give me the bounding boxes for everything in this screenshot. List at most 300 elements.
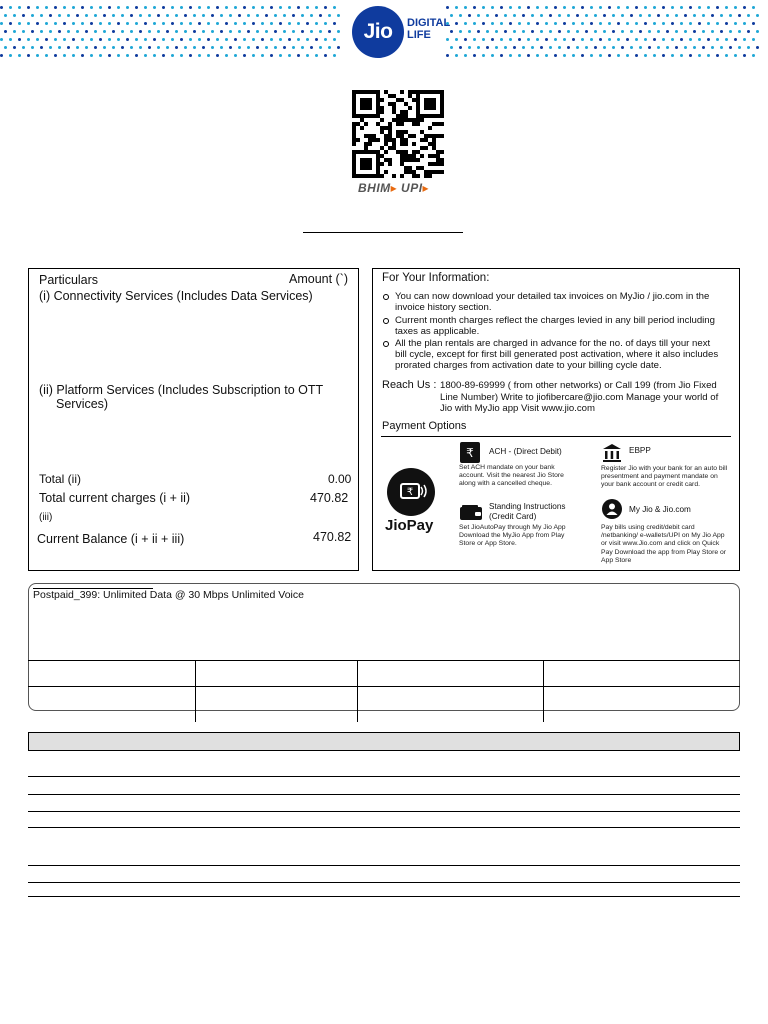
header-dot [725, 38, 728, 41]
header-dot [459, 14, 462, 17]
header-dot [54, 54, 57, 57]
qr-module [380, 98, 384, 102]
header-dot [585, 14, 588, 17]
header-dot [211, 46, 214, 49]
bank-icon [602, 443, 622, 463]
reach-us-line: 1800-89-69999 ( from other networks) or Call 199 (from Jio Fixed [440, 380, 717, 391]
header-dot [581, 6, 584, 9]
details-table-header [28, 732, 740, 751]
header-dot-row [4, 46, 346, 52]
header-dot [90, 38, 93, 41]
header-dot [689, 6, 692, 9]
header-dot [337, 14, 340, 17]
header-dot [527, 22, 530, 25]
header-dot [162, 54, 165, 57]
header-dot [747, 46, 750, 49]
header-dot [752, 38, 755, 41]
header-dot [720, 30, 723, 33]
header-dot [58, 46, 61, 49]
qr-module [352, 134, 356, 138]
header-dot [153, 38, 156, 41]
header-dot [576, 14, 579, 17]
header-dot [162, 22, 165, 25]
qr-module [408, 154, 412, 158]
qr-finder-core [360, 158, 372, 170]
qr-module [380, 154, 384, 158]
qr-module [356, 122, 360, 126]
header-dot [207, 22, 210, 25]
header-dot [689, 54, 692, 57]
header-dot [216, 22, 219, 25]
platform-services-label-line2: Services) [56, 397, 109, 411]
header-dot [315, 22, 318, 25]
header-dot [166, 30, 169, 33]
information-box [372, 268, 740, 571]
payment-options-divider [381, 436, 731, 437]
header-dot [148, 30, 151, 33]
header-dot [288, 6, 291, 9]
header-dot [193, 30, 196, 33]
header-dot [229, 46, 232, 49]
header-dot-row [0, 22, 342, 28]
header-dot [648, 46, 651, 49]
qr-module [432, 162, 436, 166]
header-dot [157, 46, 160, 49]
jio-logo [352, 6, 404, 58]
myjio-desc-line: App Store [601, 556, 632, 564]
header-dot [716, 22, 719, 25]
header-dot [518, 38, 521, 41]
header-dot [193, 46, 196, 49]
qr-module [424, 146, 428, 150]
header-dot [36, 38, 39, 41]
header-dot [112, 14, 115, 17]
ebpp-desc-line: your bank account or credit card. [601, 481, 700, 489]
header-dot [166, 46, 169, 49]
header-dot [153, 54, 156, 57]
header-dot [671, 38, 674, 41]
qr-module [388, 134, 392, 138]
header-dot [743, 54, 746, 57]
qr-module [372, 138, 376, 142]
header-dot [558, 46, 561, 49]
header-dot [103, 46, 106, 49]
header-dot [693, 30, 696, 33]
header-dot [76, 14, 79, 17]
bhim-upi-logo [358, 181, 429, 195]
upi-text: UPI [401, 181, 423, 195]
header-dot [328, 14, 331, 17]
header-dot [581, 54, 584, 57]
header-dot [225, 22, 228, 25]
header-dot [693, 14, 696, 17]
header-dot [716, 6, 719, 9]
header-dot [612, 30, 615, 33]
header-dot [599, 22, 602, 25]
header-dot [509, 6, 512, 9]
header-dot [495, 14, 498, 17]
header-dot [536, 54, 539, 57]
header-dot [72, 22, 75, 25]
header-dot [464, 38, 467, 41]
header-dot [468, 46, 471, 49]
header-dot [455, 22, 458, 25]
header-dot [202, 46, 205, 49]
qr-module [400, 174, 404, 178]
header-dot [265, 46, 268, 49]
header-dot [117, 22, 120, 25]
qr-module [380, 162, 384, 166]
qr-module [392, 138, 396, 142]
qr-module [384, 142, 388, 146]
header-dot [265, 14, 268, 17]
ach-description [459, 464, 564, 489]
header-dot [13, 30, 16, 33]
qr-module [372, 134, 376, 138]
header-dot [567, 14, 570, 17]
header-dot [482, 38, 485, 41]
header-dot [603, 14, 606, 17]
header-dot [130, 46, 133, 49]
qr-module [380, 110, 384, 114]
header-dot [306, 54, 309, 57]
header-dot [202, 14, 205, 17]
header-dot [175, 46, 178, 49]
header-dot [635, 6, 638, 9]
info-bullet-line: Current month charges reflect the charges levied in any bill period including [395, 315, 715, 326]
myjio-desc-line: /netbanking/ e-wallets/UPI on My Jio App [601, 532, 725, 540]
header-dot-row [446, 22, 764, 28]
qr-module [384, 170, 388, 174]
header-dot [0, 54, 3, 57]
header-dot [315, 6, 318, 9]
qr-module [364, 134, 368, 138]
myjio-title: My Jio & Jio.com [629, 505, 691, 514]
qr-module [428, 126, 432, 130]
header-dot [283, 30, 286, 33]
header-dot [225, 54, 228, 57]
header-dot [581, 38, 584, 41]
header-dot [58, 30, 61, 33]
header-dot [63, 54, 66, 57]
qr-module [400, 162, 404, 166]
header-dot [238, 30, 241, 33]
header-dot [270, 22, 273, 25]
header-dot [175, 14, 178, 17]
header-dot [310, 30, 313, 33]
header-dot [707, 6, 710, 9]
header-dot [108, 22, 111, 25]
bhim-text: BHIM [358, 181, 391, 195]
header-dot [495, 30, 498, 33]
header-dot [292, 30, 295, 33]
header-dot [238, 14, 241, 17]
qr-module [436, 170, 440, 174]
header-dot [671, 6, 674, 9]
qr-module [412, 150, 416, 154]
amount-header: Amount (`) [289, 272, 349, 286]
header-dot [567, 30, 570, 33]
header-dot [540, 30, 543, 33]
header-dot [297, 38, 300, 41]
header-dot [680, 22, 683, 25]
qr-module [404, 102, 408, 106]
header-dot [590, 6, 593, 9]
header-dot [31, 46, 34, 49]
qr-module [388, 122, 392, 126]
header-dot [306, 6, 309, 9]
header-dot [189, 6, 192, 9]
qr-module [388, 126, 392, 130]
header-dot [126, 38, 129, 41]
header-dot [252, 6, 255, 9]
header-dot [612, 14, 615, 17]
qr-module [396, 134, 400, 138]
header-dot [315, 38, 318, 41]
header-dot [716, 38, 719, 41]
header-dot [18, 22, 21, 25]
qr-module [400, 118, 404, 122]
plan-table-column-divider [195, 660, 196, 722]
header-dot [689, 22, 692, 25]
header-dot [297, 54, 300, 57]
header-dot [644, 54, 647, 57]
qr-module [360, 126, 364, 130]
qr-module [352, 142, 356, 146]
qr-module [404, 130, 408, 134]
header-dot [495, 46, 498, 49]
header-dot [455, 6, 458, 9]
header-dot [36, 54, 39, 57]
header-dot [135, 38, 138, 41]
header-dot [756, 14, 759, 17]
plan-table-rule [28, 686, 740, 687]
qr-module [440, 162, 444, 166]
header-dot [252, 54, 255, 57]
header-dot [608, 54, 611, 57]
qr-module [352, 138, 356, 142]
qr-module [436, 154, 440, 158]
upi-arrow: ▸ [422, 181, 430, 195]
header-dot [4, 14, 7, 17]
header-dot [306, 22, 309, 25]
qr-module [400, 130, 404, 134]
plan-details-box [28, 583, 740, 711]
header-dot [261, 6, 264, 9]
header-dot [103, 14, 106, 17]
header-dot [549, 30, 552, 33]
header-dot [85, 14, 88, 17]
header-dot [81, 54, 84, 57]
header-dot [288, 54, 291, 57]
qr-module [368, 138, 372, 142]
details-table-rule [28, 896, 740, 897]
header-dot [153, 22, 156, 25]
header-dot [31, 30, 34, 33]
qr-module [384, 126, 388, 130]
header-dot [315, 54, 318, 57]
header-dot [486, 46, 489, 49]
header-dot [40, 46, 43, 49]
header-dot [108, 6, 111, 9]
qr-module [412, 118, 416, 122]
header-dot [639, 30, 642, 33]
header-dot [27, 6, 30, 9]
header-dot [247, 14, 250, 17]
header-dot [743, 6, 746, 9]
header-dot [554, 38, 557, 41]
header-dot [175, 30, 178, 33]
header-dot [67, 14, 70, 17]
qr-module [420, 146, 424, 150]
qr-module [436, 134, 440, 138]
header-dot [657, 46, 660, 49]
info-bullet-line: All the plan rentals are charged in advance for the no. of days till your next [395, 338, 711, 349]
header-dot [171, 54, 174, 57]
header-dot [594, 46, 597, 49]
header-dot [238, 46, 241, 49]
details-table-rule [28, 882, 740, 883]
qr-module [404, 170, 408, 174]
qr-module [392, 118, 396, 122]
header-dot [617, 6, 620, 9]
header-dot [324, 38, 327, 41]
qr-module [388, 162, 392, 166]
header-dot [729, 46, 732, 49]
header-dot [0, 22, 3, 25]
header-dot [234, 54, 237, 57]
qr-module [400, 142, 404, 146]
header-dot [599, 6, 602, 9]
header-dot [279, 22, 282, 25]
header-dot [734, 6, 737, 9]
header-dot [135, 6, 138, 9]
header-dot [189, 54, 192, 57]
header-dot [243, 6, 246, 9]
header-dot [482, 54, 485, 57]
header-dot [635, 38, 638, 41]
item-iii-label: (iii) [39, 512, 53, 523]
header-dot [590, 22, 593, 25]
header-dot [337, 30, 340, 33]
header-dot [491, 54, 494, 57]
header-dot [81, 38, 84, 41]
header-dot [590, 54, 593, 57]
info-bullet [383, 291, 709, 313]
qr-module [416, 150, 420, 154]
header-dot [473, 38, 476, 41]
header-dot [283, 46, 286, 49]
header-dot [171, 22, 174, 25]
standing-title-line: Standing Instructions [489, 502, 566, 511]
qr-module [420, 154, 424, 158]
header-dot [617, 54, 620, 57]
reach-us-line: Line Number) Write to jiofibercare@jio.com Manage your world of [440, 391, 719, 403]
header-dot-row [0, 38, 342, 44]
header-dot [180, 22, 183, 25]
header-dot [117, 38, 120, 41]
ebpp-description [601, 465, 727, 490]
details-table-rule [28, 827, 740, 828]
plan-table-rule [28, 660, 740, 661]
header-dot [509, 38, 512, 41]
header-dot [81, 6, 84, 9]
header-dot [716, 54, 719, 57]
charges-summary-box [28, 268, 359, 571]
header-dot [617, 22, 620, 25]
qr-module [400, 154, 404, 158]
total-current-charges-label: Total current charges (i + ii) [39, 491, 191, 505]
header-dot [671, 54, 674, 57]
qr-finder-core [360, 98, 372, 110]
info-bullet-line: prorated charges from activation date to your billing cycle date. [395, 360, 662, 371]
digital-life-tagline [407, 17, 450, 41]
header-dot [635, 54, 638, 57]
qr-module [420, 138, 424, 142]
header-dot [545, 54, 548, 57]
header-dot [500, 6, 503, 9]
qr-module [436, 158, 440, 162]
header-dot [720, 46, 723, 49]
header-dot [180, 54, 183, 57]
qr-module [400, 98, 404, 102]
qr-module [412, 170, 416, 174]
header-dot [684, 46, 687, 49]
header-dot [40, 14, 43, 17]
header-dot [193, 14, 196, 17]
total-ii-label: Total (ii) [39, 472, 82, 486]
payment-qr-code [352, 90, 444, 178]
header-dot [536, 38, 539, 41]
header-dot [468, 14, 471, 17]
header-dot [252, 38, 255, 41]
header-dot [337, 46, 340, 49]
header-dot [522, 46, 525, 49]
header-dot [477, 30, 480, 33]
qr-module [396, 130, 400, 134]
header-dot [216, 6, 219, 9]
header-dot [49, 14, 52, 17]
qr-module [352, 122, 356, 126]
header-dot [527, 6, 530, 9]
header-dot [531, 30, 534, 33]
qr-module [392, 110, 396, 114]
header-dot [693, 46, 696, 49]
header-dot [500, 22, 503, 25]
header-dot [319, 14, 322, 17]
qr-module [392, 94, 396, 98]
qr-module [380, 118, 384, 122]
header-dot [455, 54, 458, 57]
qr-module [440, 134, 444, 138]
header-dot [63, 22, 66, 25]
qr-module [408, 106, 412, 110]
myjio-desc-line: or visit www.Jio.com and click on Quick [601, 540, 720, 548]
header-dot [243, 54, 246, 57]
header-dot [234, 38, 237, 41]
header-dot [518, 54, 521, 57]
wallet-icon [459, 504, 483, 521]
ach-document-icon [460, 442, 480, 463]
qr-module [392, 174, 396, 178]
signature-line [303, 232, 463, 233]
header-dot [648, 30, 651, 33]
qr-module [404, 138, 408, 142]
header-dot [540, 14, 543, 17]
header-dot [711, 30, 714, 33]
qr-module [392, 106, 396, 110]
header-dot [27, 38, 30, 41]
